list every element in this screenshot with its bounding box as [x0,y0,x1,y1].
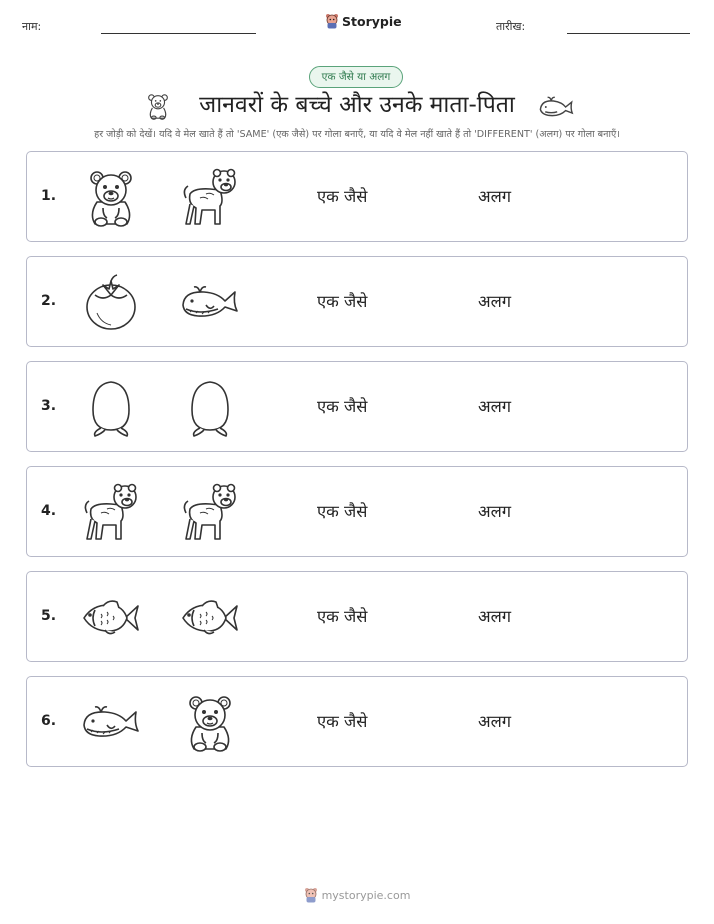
name-line[interactable] [101,33,256,34]
date-line[interactable] [567,33,690,34]
option-different[interactable]: अलग [478,397,512,416]
lion-cub-icon [180,168,240,228]
egg-icon [180,378,240,438]
question-card [26,571,688,662]
page-title: जानवरों के बच्चे और उनके माता-पिता [199,92,515,118]
question-number: 5. [41,608,57,624]
worksheet-type-badge: एक जैसे या अलग [309,66,403,88]
option-same[interactable]: एक जैसे [317,607,368,626]
lion-cub-icon [180,483,240,543]
storypie-mascot-icon [304,887,318,903]
footer-url: mystorypie.com [321,888,411,902]
question-card [26,676,688,767]
name-label: नाम: [22,20,42,33]
question-card [26,466,688,557]
option-different[interactable]: अलग [478,712,512,731]
question-card [26,151,688,242]
footer [0,887,714,903]
option-different[interactable]: अलग [478,502,512,521]
option-same[interactable]: एक जैसे [317,712,368,731]
bear-cub-icon [81,168,141,228]
lion-cub-icon [81,483,141,543]
question-card [26,361,688,452]
whale-icon [81,693,141,753]
question-card [26,256,688,347]
bear-cub-icon [180,693,240,753]
option-different[interactable]: अलग [478,187,512,206]
option-different[interactable]: अलग [478,607,512,626]
question-number: 6. [41,713,57,729]
option-same[interactable]: एक जैसे [317,187,368,206]
fish-icon [180,588,240,648]
option-same[interactable]: एक जैसे [317,292,368,311]
option-different[interactable]: अलग [478,292,512,311]
whale-icon [180,273,240,333]
fish-icon [81,588,141,648]
question-number: 3. [41,398,57,414]
whale-icon [538,95,574,119]
question-number: 2. [41,293,57,309]
option-same[interactable]: एक जैसे [317,397,368,416]
date-label: तारीख: [496,20,526,33]
tomato-icon [81,273,141,333]
brand-logo [325,13,402,29]
question-number: 4. [41,503,57,519]
instructions-text: हर जोड़ी को देखें। यदि वे मेल खाते हैं तो 'SAME' (एक जैसे) पर गोला बनाएँ, या यदि वे मेल नहीं खाते हैं तो 'DIFFERENT' (अलग) पर गोला बनाएँ। [94,129,620,140]
egg-icon [81,378,141,438]
storypie-mascot-icon [325,13,339,29]
brand-name: Storypie [342,13,402,29]
option-same[interactable]: एक जैसे [317,502,368,521]
question-number: 1. [41,188,57,204]
